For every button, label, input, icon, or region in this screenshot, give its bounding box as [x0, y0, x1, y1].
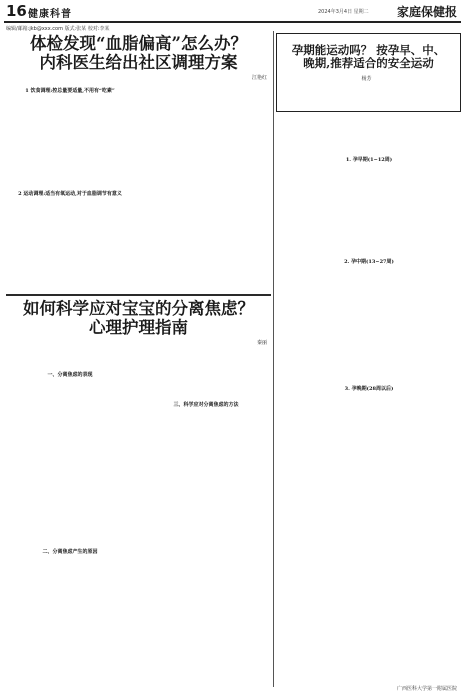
article-2-subhead: 一、分离焦虑的表现 — [47, 372, 93, 378]
editor-line: 编辑/邮箱:jkb@xxx.com 版式:张某 校对:李某 — [6, 26, 110, 32]
newspaper-name: 家庭保健报 — [396, 5, 457, 19]
article-2-column-left — [6, 342, 134, 690]
article-3-title-line: 孕期能运动吗？ 按孕早、中、 — [291, 43, 446, 57]
article-1-subhead: 2 运动调理:适当有氧运动,对于血脂调节有意义 — [18, 191, 122, 197]
article-2-title-line: 如何科学应对宝宝的分离焦虑？ — [23, 299, 254, 318]
column-separator — [273, 31, 274, 687]
article-3-subhead: 3. 孕晚期(28周以后) — [344, 386, 394, 392]
article-blood-lipids — [6, 31, 271, 293]
header-rule — [4, 21, 461, 23]
page-header — [0, 0, 465, 22]
article-2-column-right — [142, 342, 270, 690]
article-1-column-left — [6, 87, 134, 293]
article-3-title-box — [276, 33, 461, 112]
article-separation-anxiety — [6, 298, 271, 555]
article-1-title-line: 体检发现“血脂偏高”怎么办？ — [30, 34, 247, 53]
article-3-body — [278, 117, 460, 682]
article-1-subhead: 1 饮食调理:控总量要适量,不用有“吃素” — [25, 88, 115, 94]
article-3-subhead: 1. 孕早期(1~12周) — [345, 157, 393, 163]
article-3-byline: 杨芳 — [361, 76, 372, 83]
article-1-title-line: 内科医生给出社区调理方案 — [39, 52, 238, 72]
article-3-title-line: 晚期,推荐适合的安全运动 — [303, 56, 434, 71]
article-2-title — [6, 300, 271, 338]
article-2-subhead: 二、分离焦虑产生的原因 — [42, 549, 98, 555]
article-3-subhead: 2. 孕中期(13~27周) — [344, 259, 394, 265]
article-2-byline: 秦丽 — [256, 339, 267, 346]
article-3-title — [277, 44, 460, 70]
page-number: 16 — [6, 2, 27, 20]
article-2-subhead: 三、科学应对分离焦虑的方法 — [173, 402, 239, 408]
issue-date: 2024年3月4日 星期二 — [318, 9, 369, 15]
page-footer: 广西医科大学第一附属医院 — [396, 686, 457, 692]
article-divider — [6, 294, 271, 296]
article-1-title — [6, 35, 271, 73]
article-2-title-line: 心理护理指南 — [89, 317, 188, 337]
article-1-column-right — [142, 87, 270, 293]
section-title: 健康科普 — [28, 9, 72, 20]
article-1-byline: 江艳红 — [251, 74, 267, 81]
